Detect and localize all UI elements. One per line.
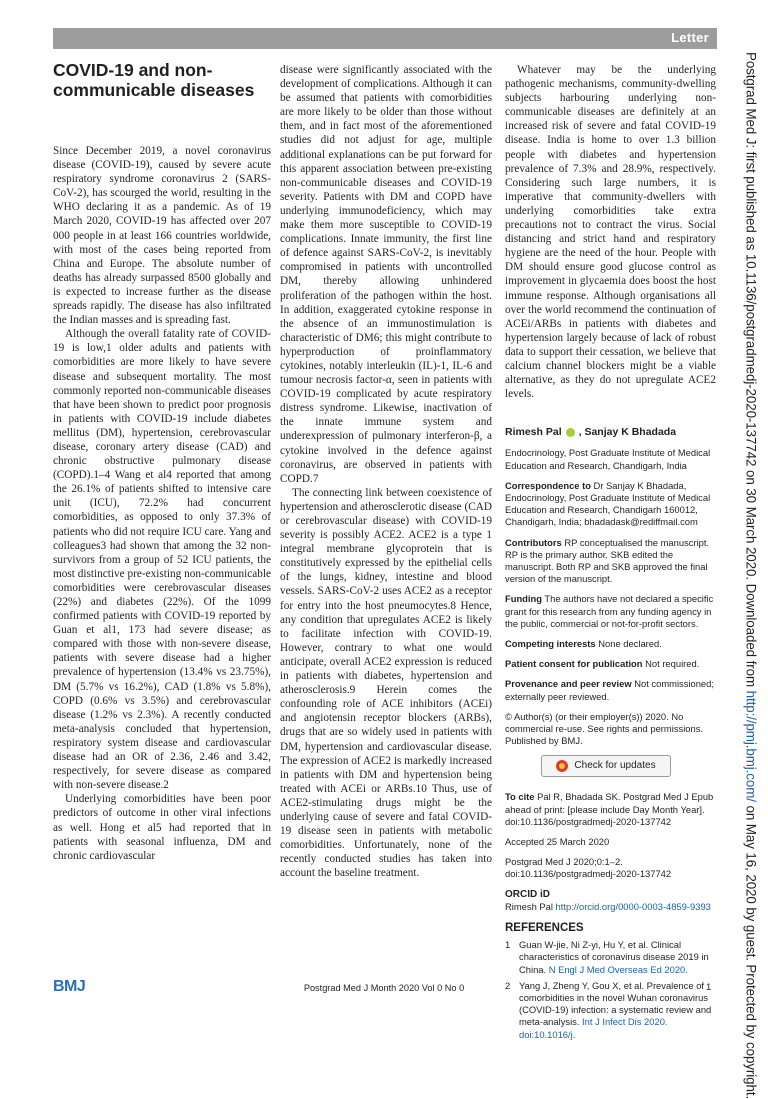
contributors-label: Contributors (505, 536, 562, 548)
journal-citation: Postgrad Med J 2020;0:1–2. (505, 856, 623, 868)
reference-number: 1 (505, 939, 511, 951)
funding-label: Funding (505, 593, 542, 605)
affiliation: Endocrinology, Post Graduate Institute of Medical Education and Research, Chandigarh, India (505, 447, 711, 471)
consent-text: Not required. (642, 658, 700, 670)
orcid-title: ORCID iD (505, 888, 550, 900)
funding-text: The authors have not declared a specific grant for this research from any funding agency in the public, commercial or not-for-profit sectors. (505, 593, 714, 629)
orcid-icon[interactable] (566, 428, 575, 437)
author-name-2: , Sanjay K Bhadada (578, 426, 677, 439)
reference-text (519, 939, 716, 976)
references-title: REFERENCES (505, 922, 584, 935)
correspondence-text: Dr Sanjay K Bhadada, Endocrinology, Post Graduate Institute of Medical Education and Research, Chandigarh 160012, Chandigarh, India; bhadadask@rediffmail.com (505, 479, 711, 528)
reference-body: Guan W-jie, Ni Z-yi, Hu Y, et al. Clinical characteristics of coronavirus disease 2019 in China. (519, 939, 709, 975)
contributors-text: RP conceptualised the manuscript. RP is the primary author. SKB edited the manuscript. Both RP and SKB approved the final version of the manuscript. (505, 536, 710, 585)
orcid-name: Rimesh Pal (505, 900, 556, 912)
side-note-link[interactable]: http://pmj.bmj.com/ (743, 690, 759, 802)
section-header-bar (53, 28, 717, 49)
funding (505, 593, 716, 630)
body-paragraph: Underlying comorbidities have been poor predictors of outcome in other viral infections as well. Hong et al5 had reported that in patients with seasonal influenza, DM and chronic cardiovascular (53, 793, 271, 862)
competing-interests (505, 638, 716, 650)
side-note-text (744, 52, 759, 1099)
body-paragraph: disease were significantly associated with the development of complications. Although it can be assumed that patients with comorbidities are more likely to be older than those without them, and in fact most of the aforementioned studies did not adjust for age, multiple additional explanations can be put forward for this apparent association between pre-existing non-communicable diseases and COVID-19 severity. Patients with DM and COPD have underlying immunodeficiency, which may make them more susceptible to COVID-19 complications. Innate immunity, the first line of defence against SARS-CoV-2, is inevitably compromised in patients with uncontrolled DM, thereby allowing unhindered proliferation of the pathogen within the host. In addition, exaggerated cytokine response in the absence of an immunostimulation is characteristic of DM6; this might contribute to hyperproduction of proinflammatory cytokines, notably interleukin (IL)-1, IL-6 and tumour necrosis factor-α, seen in patients with COVID-19 complicated by acute respiratory distress syndrome. Likewise, inactivation of the innate immune system and underexpression of pulmonary interferon-β, a cytokine involved in the defence against coronavirus, are observed in patients with COPD.7 (280, 64, 492, 485)
crossmark-icon (556, 760, 568, 772)
provenance-text: Not commissioned; externally peer reviewed. (505, 678, 714, 702)
competing-label: Competing interests (505, 637, 596, 649)
column-3 (505, 63, 716, 1045)
contributors (505, 537, 716, 586)
reference-number: 2 (505, 979, 511, 991)
reference-link[interactable]: Int J Infect Dis 2020. doi:10.1016/j. (519, 1016, 668, 1040)
column-2 (280, 63, 492, 880)
check-for-updates-button[interactable] (541, 755, 671, 777)
consent-label: Patient consent for publication (505, 658, 643, 670)
reference-item (505, 939, 716, 976)
side-download-note (740, 52, 762, 1099)
body-paragraph: The connecting link between coexistence of hypertension and atherosclerotic disease (CAD or cerebrovascular disease) with COVID-19 severity is possibly ACE2. ACE2 is a type 1 integral membrane glycoprotein that is constitutively expressed by the epithelial cells of the lungs, kidney, intestine and blood vessels. SARS-CoV-2 uses ACE2 as a receptor for entry into the host pneumocytes.8 Hence, any condition that upregulates ACE2 is likely to facilitate infection with COVID-19. However, contrary to what one would anticipate, overall ACE2 expression is reduced in patients with diabetes, hypertension and atherosclerosis.9 Herein comes the confounding role of ACE inhibitors (ACEi) and angiotensin receptor blockers (ARBs), drugs that are so widely used in patients with DM, hypertension and cardiovascular disease. The expression of ACE2 is markedly increased in patients with DM and hypertension being treated with ACEi or ARBs.10 Thus, use of ACE2-stimulating drugs might be the underlying cause of severe and fatal COVID-19 disease seen in patients with metabolic comorbidities. Unfortunately, none of the recently conducted studies has taken into account the baseline treatment. (280, 486, 492, 880)
competing-text: None declared. (595, 637, 662, 649)
author-name-1: Rimesh Pal (505, 426, 562, 439)
copyright-notice: © Author(s) (or their employer(s)) 2020. No commercial re-use. See rights and permissions. Published by BMJ. (505, 710, 703, 747)
correspondence (505, 480, 716, 529)
citation (505, 791, 716, 828)
provenance (505, 678, 716, 702)
bmj-logo[interactable]: BMJ (53, 978, 86, 995)
page-number: 1 (706, 982, 712, 993)
reference-body: Yang J, Zheng Y, Gou X, et al. Prevalence of comorbidities in the novel Wuhan coronavirus (COVID-19) infection: a systematic review and meta-analysis. (519, 979, 712, 1028)
column-1 (53, 58, 271, 863)
patient-consent (505, 658, 716, 670)
body-paragraph: Whatever may be the underlying pathogenic mechanisms, community-dwelling subjects harbouring underlying non-communicable diseases are definitely at an increased risk of severe and fatal COVID-19 disease. India is home to over 1.3 billion people with diabetes and hypertension prevalence of 7.3% and 28.9%, respectively. Considering such large numbers, it is imperative that community-dwellers with underlying comorbidities take extra precautions not to contract the virus. Social distancing and strict hand and respiratory hygiene are the need of the hour. People with DM should ensure good glucose control as improvement in glycaemia does boost the host immune response. Although organisations all over the world recommend the continuation of ACEi/ARBs in patients with diabetes and hypertension largely because of lack of robust data to support their cessation, we believe that calcium channel blockers might be a viable alternative, as they do not upregulate ACE2 levels. (505, 64, 716, 401)
correspondence-label: Correspondence to (505, 479, 591, 491)
body-paragraph: Although the overall fatality rate of COVID-19 is low,1 older adults and patients with comorbidities are more likely to have severe disease and subsequent mortality. The most commonly reported non-communicable diseases that have been shown to predict poor prognosis in patients with COVID-19 include diabetes mellitus (DM), hypertension, cerebrovascular disease, coronary artery disease (CAD) and chronic obstructive pulmonary disease (COPD).1–4 Wang et al4 reported that among the 26.1% of patients shifted to intensive care unit (ICU), 72.2% had concurrent comorbidities, as opposed to only 37.3% of patients who did not require ICU care. Yang and colleagues3 had shown that among the 32 non-survivors from a group of 52 ICU patients, the most distinctive pre-existing non-communicable comorbidities were cerebrovascular diseases (22%) and diabetes (22%). Of the 1099 confirmed patients with COVID-19 reported by Guan et al1, 173 had severe disease; as compared with those with non-severe disease, patients with severe disease had a higher prevalence of hypertension (13.4% vs 23.75%), DM (5.7% vs 16.2%), CAD (1.8% vs 5.8%), COPD (0.6% vs 3.5%) and cerebrovascular disease (1.2% vs 2.3%). A recently conducted meta-analysis concluded that hypertension, respiratory system disease and cardiovascular disease had an OR of 2.36, 2.46 and 3.42, respectively, for severe disease as compared with non-severe disease.2 (53, 328, 271, 792)
provenance-label: Provenance and peer review (505, 678, 632, 690)
check-updates-label: Check for updates (574, 760, 656, 772)
section-label: Letter (671, 30, 709, 45)
citation-text: Pal R, Bhadada SK. Postgrad Med J Epub ahead of print: [please include Day Month Year]. doi:10.1136/postgradmedj-2020-137742 (505, 791, 714, 827)
orcid-link[interactable]: http://orcid.org/0000-0003-4859-9393 (555, 900, 711, 912)
accepted-date: Accepted 25 March 2020 (505, 836, 610, 848)
footer-journal-info: Postgrad Med J Month 2020 Vol 0 No 0 (303, 983, 465, 993)
orcid-entry (505, 901, 716, 913)
doi[interactable]: doi:10.1136/postgradmedj-2020-137742 (505, 868, 672, 880)
reference-link[interactable]: N Engl J Med Overseas Ed 2020. (548, 963, 688, 975)
article-title: COVID-19 and non-communicable diseases (53, 60, 255, 100)
citation-label: To cite (505, 791, 535, 803)
side-note-after: on May 16, 2020 by guest. Protected by copyright. (743, 801, 759, 1099)
body-paragraph: Since December 2019, a novel coronavirus disease (COVID-19), caused by severe acute respiratory syndrome coronavirus 2 (SARS-CoV-2), has scourged the world, resulting in the WHO declaring it as a pandemic. As of 19 March 2020, COVID-19 has affected over 207 000 people in at least 166 countries worldwide, with most of the cases being reported from China and Europe. The absolute number of deaths has already surpassed 8500 globally and is expected to increase further as the disease spreads rapidly. The disease has also infiltrated the Indian masses and is spreading fast. (53, 145, 271, 327)
side-note-before: Postgrad Med J: first published as 10.1136/postgradmedj-2020-137742 on 30 March 2020. Downloaded from (743, 52, 759, 691)
author-line (505, 425, 716, 439)
